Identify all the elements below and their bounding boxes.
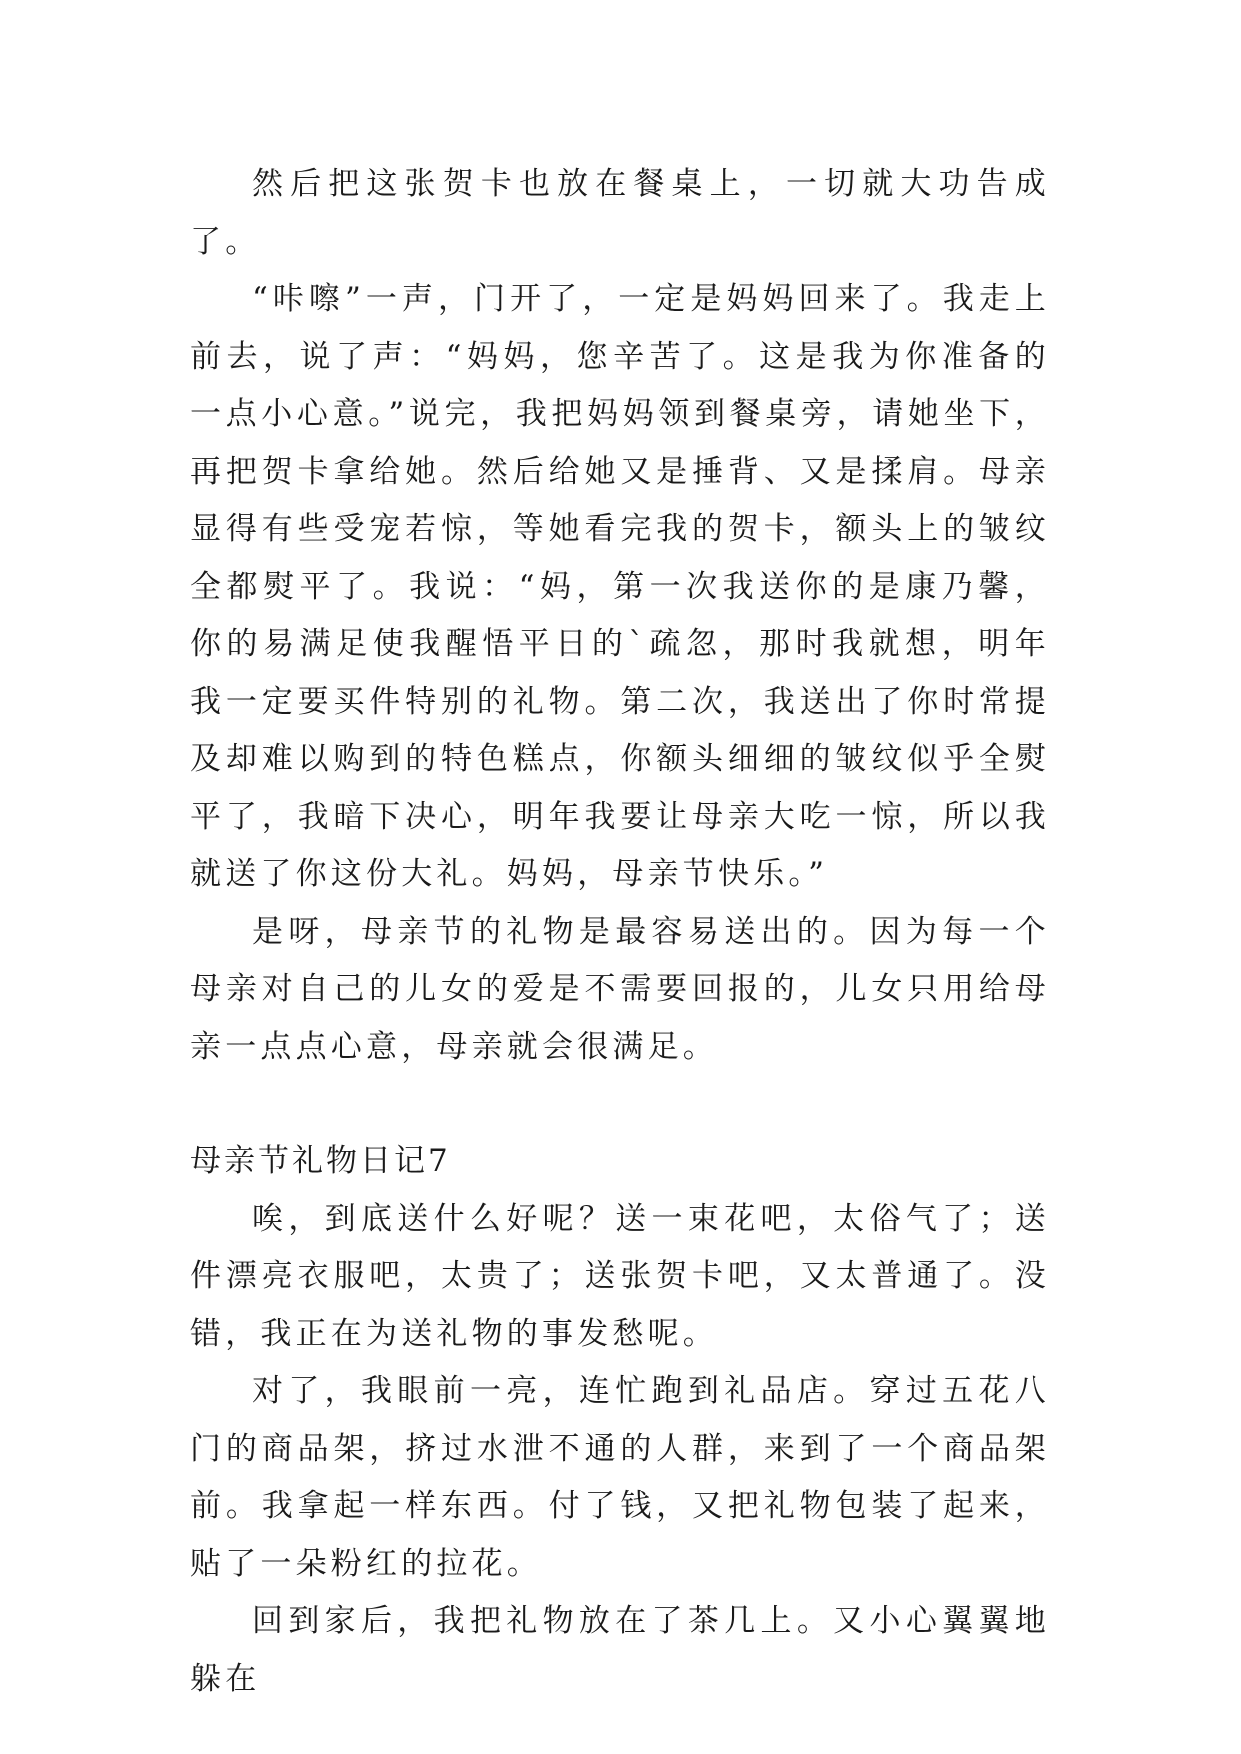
paragraph-5: 对了，我眼前一亮，连忙跑到礼品店。穿过五花八门的商品架，挤过水泄不通的人群，来到了一个商品架前。我拿起一样东西。付了钱，又把礼物包装了起来，贴了一朵粉红的拉花。 xyxy=(190,1373,1050,1582)
paragraph-2: “咔嚓”一声，门开了，一定是妈妈回来了。我走上前去，说了声：“妈妈，您辛苦了。这是我为你准备的一点小心意。”说完，我把妈妈领到餐桌旁，请她坐下，再把贺卡拿给她。然后给她又是捶背、又是揉肩。母亲显得有些受宠若惊，等她看完我的贺卡，额头上的皱纹全都熨平了。我说：“妈，第一次我送你的是康乃馨，你的易满足使我醒悟平日的`疏忽，那时我就想，明年我一定要买件特别的礼物。第二次，我送出了你时常提及却难以购到的特色糕点，你额头细细的皱纹似乎全熨平了，我暗下决心，明年我要让母亲大吃一惊，所以我就送了你这份大礼。妈妈，母亲节快乐。” xyxy=(190,281,1050,892)
paragraph-1: 然后把这张贺卡也放在餐桌上，一切就大功告成了。 xyxy=(190,166,1050,260)
paragraph-3: 是呀，母亲节的礼物是最容易送出的。因为每一个母亲对自己的儿女的爱是不需要回报的，儿女只用给母亲一点点心意，母亲就会很满足。 xyxy=(190,913,1050,1065)
paragraph-6: 回到家后，我把礼物放在了茶几上。又小心翼翼地躲在 xyxy=(190,1603,1050,1697)
paragraph-4: 唉，到底送什么好呢？送一束花吧，太俗气了；送件漂亮衣服吧，太贵了；送张贺卡吧，又太普通了。没错，我正在为送礼物的事发愁呢。 xyxy=(190,1200,1050,1352)
section-title: 母亲节礼物日记7 xyxy=(190,1143,451,1179)
document-body xyxy=(190,156,1050,1708)
